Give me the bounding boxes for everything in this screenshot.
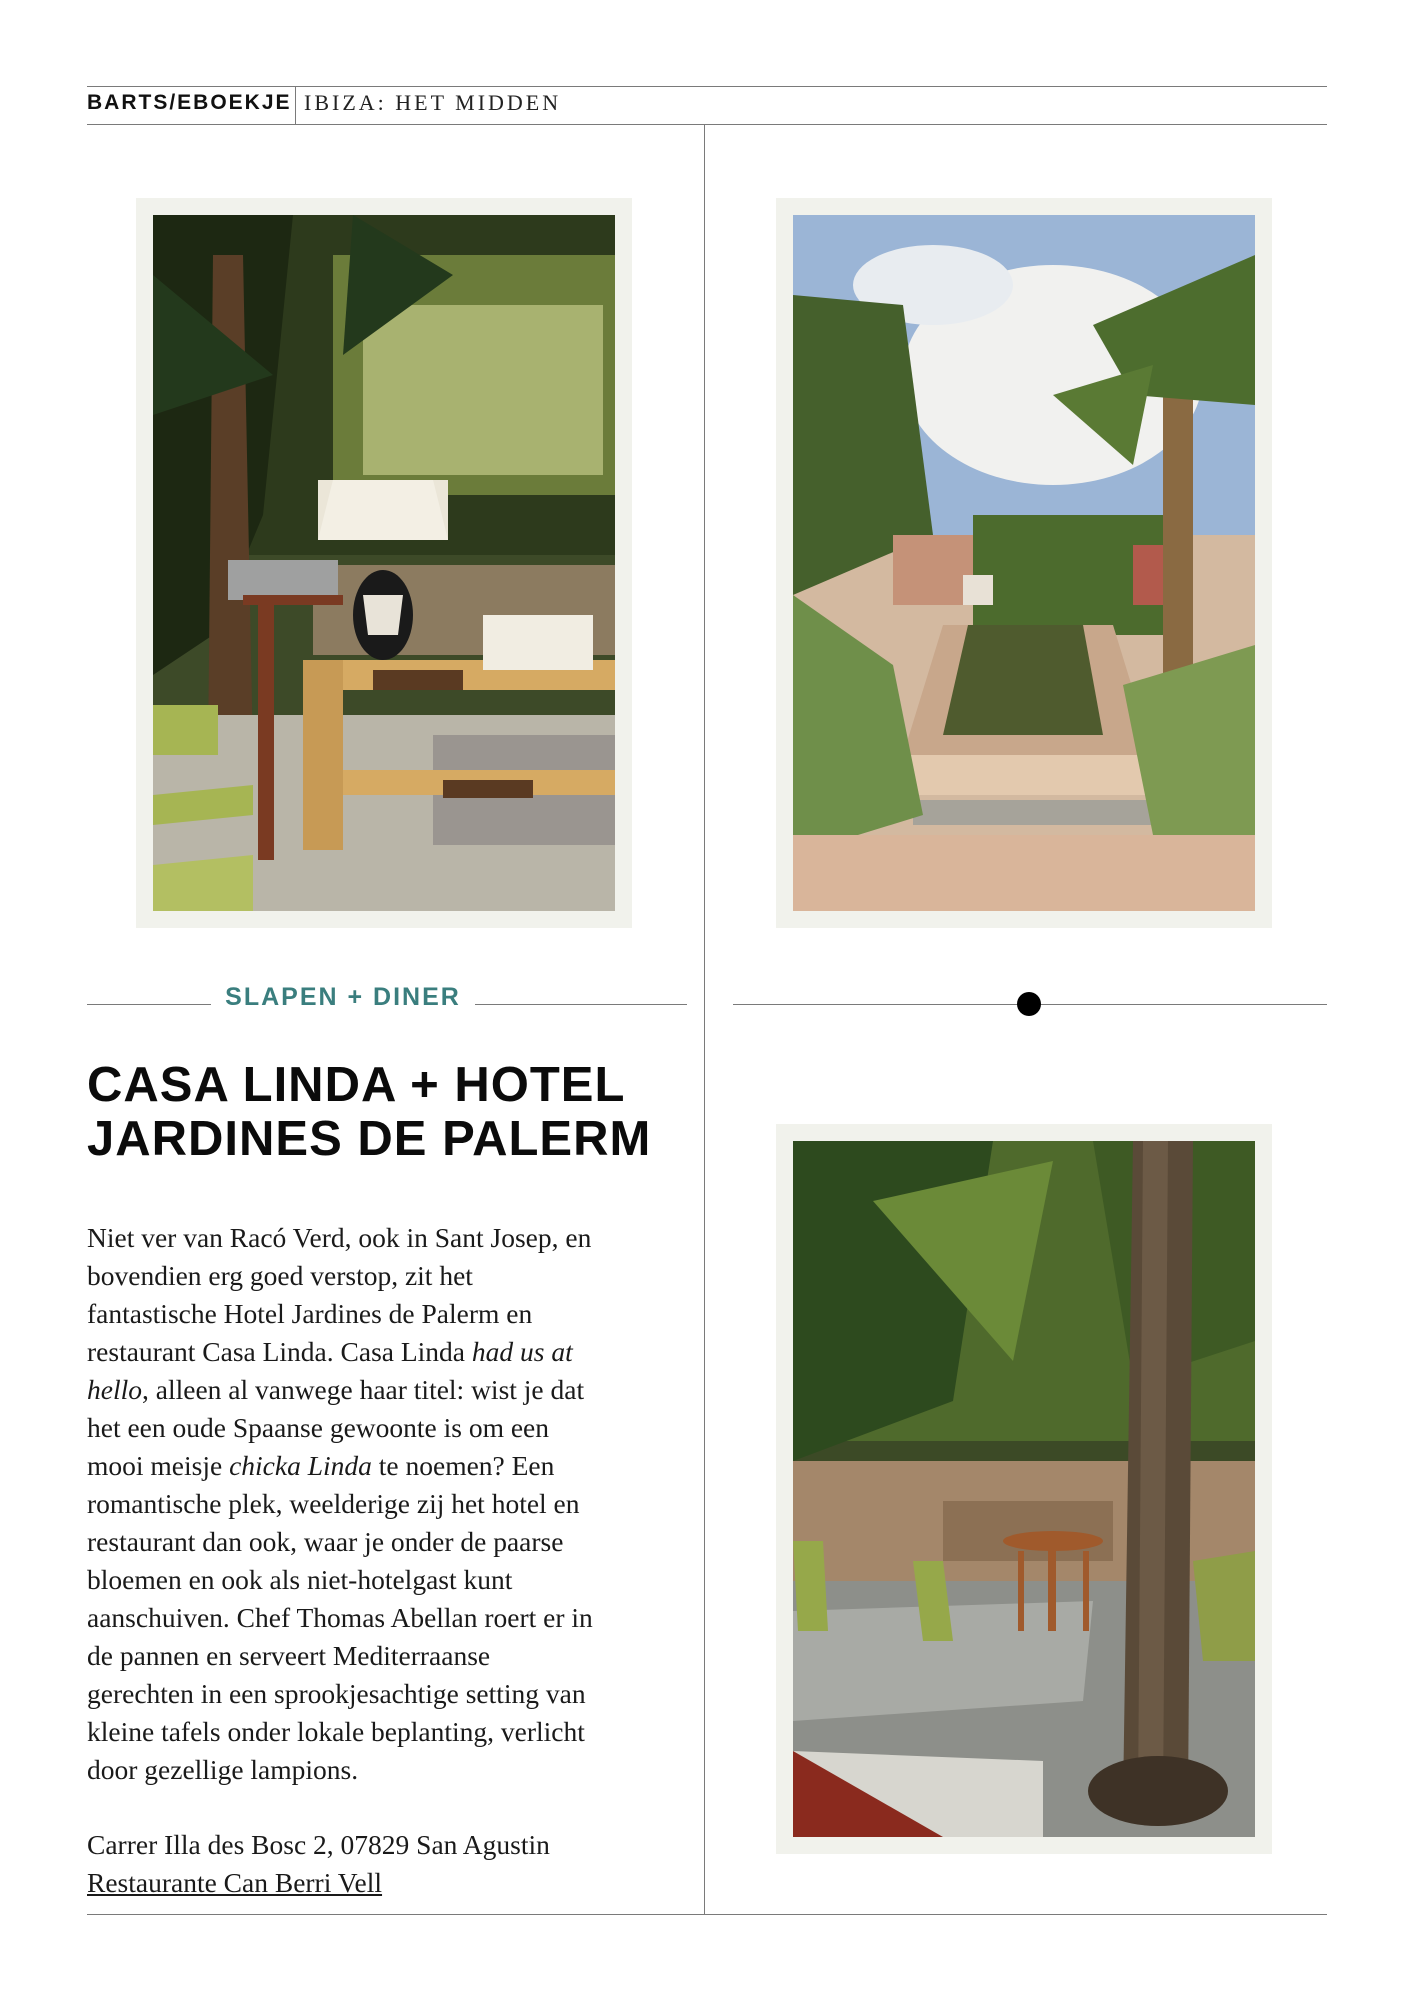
ornament-dot bbox=[1017, 992, 1041, 1016]
headline-line: JARDINES DE PALERM bbox=[87, 1112, 652, 1166]
footer-rule bbox=[87, 1914, 1327, 1915]
category-label-wrap bbox=[0, 983, 686, 1012]
headline-line: CASA LINDA + HOTEL bbox=[87, 1058, 626, 1112]
body-line: kleine tafels onder lokale beplanting, verlicht bbox=[87, 1716, 585, 1747]
address: Carrer Illa des Bosc 2, 07829 San Agustin bbox=[87, 1829, 550, 1860]
column-divider bbox=[704, 124, 705, 1915]
photo-terrace bbox=[793, 1141, 1255, 1837]
body-line: hello, alleen al vanwege haar titel: wist je dat bbox=[87, 1374, 585, 1405]
header-divider bbox=[295, 86, 296, 124]
photo-pool-garden bbox=[793, 215, 1255, 911]
body-line: mooi meisje chicka Linda te noemen? Een bbox=[87, 1450, 555, 1481]
category-label: SLAPEN + DINER bbox=[211, 983, 475, 1011]
body-line: restaurant dan ook, waar je onder de paarse bbox=[87, 1526, 564, 1557]
article-body bbox=[87, 1219, 697, 1789]
restaurant-link[interactable]: Restaurante Can Berri Vell bbox=[87, 1867, 383, 1898]
body-line: aanschuiven. Chef Thomas Abellan roert er in bbox=[87, 1602, 593, 1633]
photo-garden-bar bbox=[153, 215, 615, 911]
photo-frame-terrace bbox=[776, 1124, 1272, 1854]
body-line: bovendien erg goed verstop, zit het bbox=[87, 1260, 473, 1291]
photo-frame-garden-bar bbox=[136, 198, 632, 928]
body-line: restaurant Casa Linda. Casa Linda had us at bbox=[87, 1336, 573, 1367]
body-line: fantastische Hotel Jardines de Palerm en bbox=[87, 1298, 533, 1329]
body-line: de pannen en serveert Mediterraanse bbox=[87, 1640, 491, 1671]
body-line: door gezellige lampions. bbox=[87, 1754, 359, 1785]
body-line: gerechten in een sprookjesachtige setting van bbox=[87, 1678, 586, 1709]
page-header bbox=[87, 86, 1327, 124]
photo-frame-pool-garden bbox=[776, 198, 1272, 928]
section-title: IBIZA: HET MIDDEN bbox=[304, 90, 562, 115]
body-line: bloemen en ook als niet-hotelgast kunt bbox=[87, 1564, 513, 1595]
article-headline bbox=[87, 1058, 687, 1166]
body-line: het een oude Spaanse gewoonte is om een bbox=[87, 1412, 550, 1443]
header-bottom-rule bbox=[87, 124, 1327, 125]
body-line: romantische plek, weelderige zij het hotel en bbox=[87, 1488, 580, 1519]
body-line: Niet ver van Racó Verd, ook in Sant Josep, en bbox=[87, 1222, 592, 1253]
brand-label: BARTS/EBOEKJE bbox=[87, 91, 292, 114]
